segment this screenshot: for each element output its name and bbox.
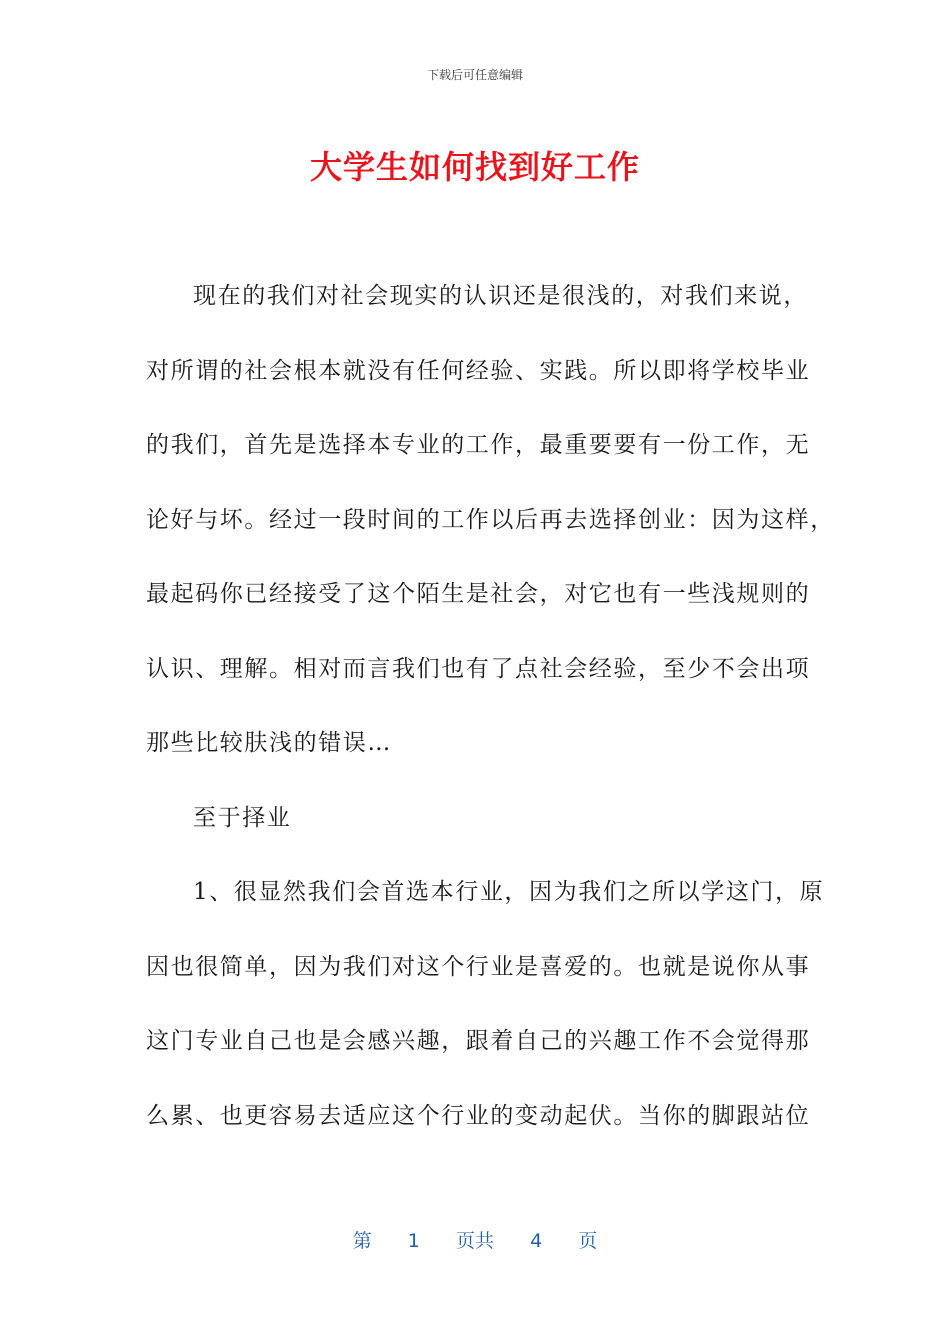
paragraph-line: 对所谓的社会根本就没有任何经验、实践。所以即将学校毕业 <box>146 357 811 384</box>
paragraph-line: 1、很显然我们会首选本行业，因为我们之所以学这门，原 <box>193 879 825 905</box>
paragraph-line: 认识、理解。相对而言我们也有了点社会经验，至少不会出项 <box>146 655 811 682</box>
page-middle: 页共 <box>455 1230 494 1252</box>
document-title: 大学生如何找到好工作 <box>309 148 640 186</box>
document-body <box>146 276 835 1170</box>
paragraph-line: 这门专业自己也是会感兴趣，跟着自己的兴趣工作不会觉得那 <box>146 1028 811 1054</box>
section-heading: 至于择业 <box>193 804 292 831</box>
page-current: 1 <box>407 1230 420 1252</box>
paragraph-line: 的我们，首先是选择本专业的工作，最重要要有一份工作，无 <box>146 432 811 458</box>
page-prefix: 第 <box>352 1230 372 1252</box>
paragraph-line: 现在的我们对社会现实的认识还是很浅的，对我们来说， <box>193 283 808 309</box>
header-note: 下载后可任意编辑 <box>426 68 523 82</box>
page-total: 4 <box>530 1230 543 1252</box>
page-footer <box>0 1226 950 1253</box>
paragraph-line: 因也很简单，因为我们对这个行业是喜爱的。也就是说你从事 <box>146 953 811 980</box>
paragraph-line: 么累、也更容易去适应这个行业的变动起伏。当你的脚跟站位 <box>146 1102 811 1129</box>
paragraph-line: 最起码你已经接受了这个陌生是社会，对它也有一些浅规则的 <box>146 581 811 607</box>
paragraph-line: 论好与坏。经过一段时间的工作以后再去选择创业：因为这样， <box>146 506 835 533</box>
paragraph-line: 那些比较肤浅的错误… <box>146 730 392 756</box>
page-suffix: 页 <box>578 1230 598 1252</box>
